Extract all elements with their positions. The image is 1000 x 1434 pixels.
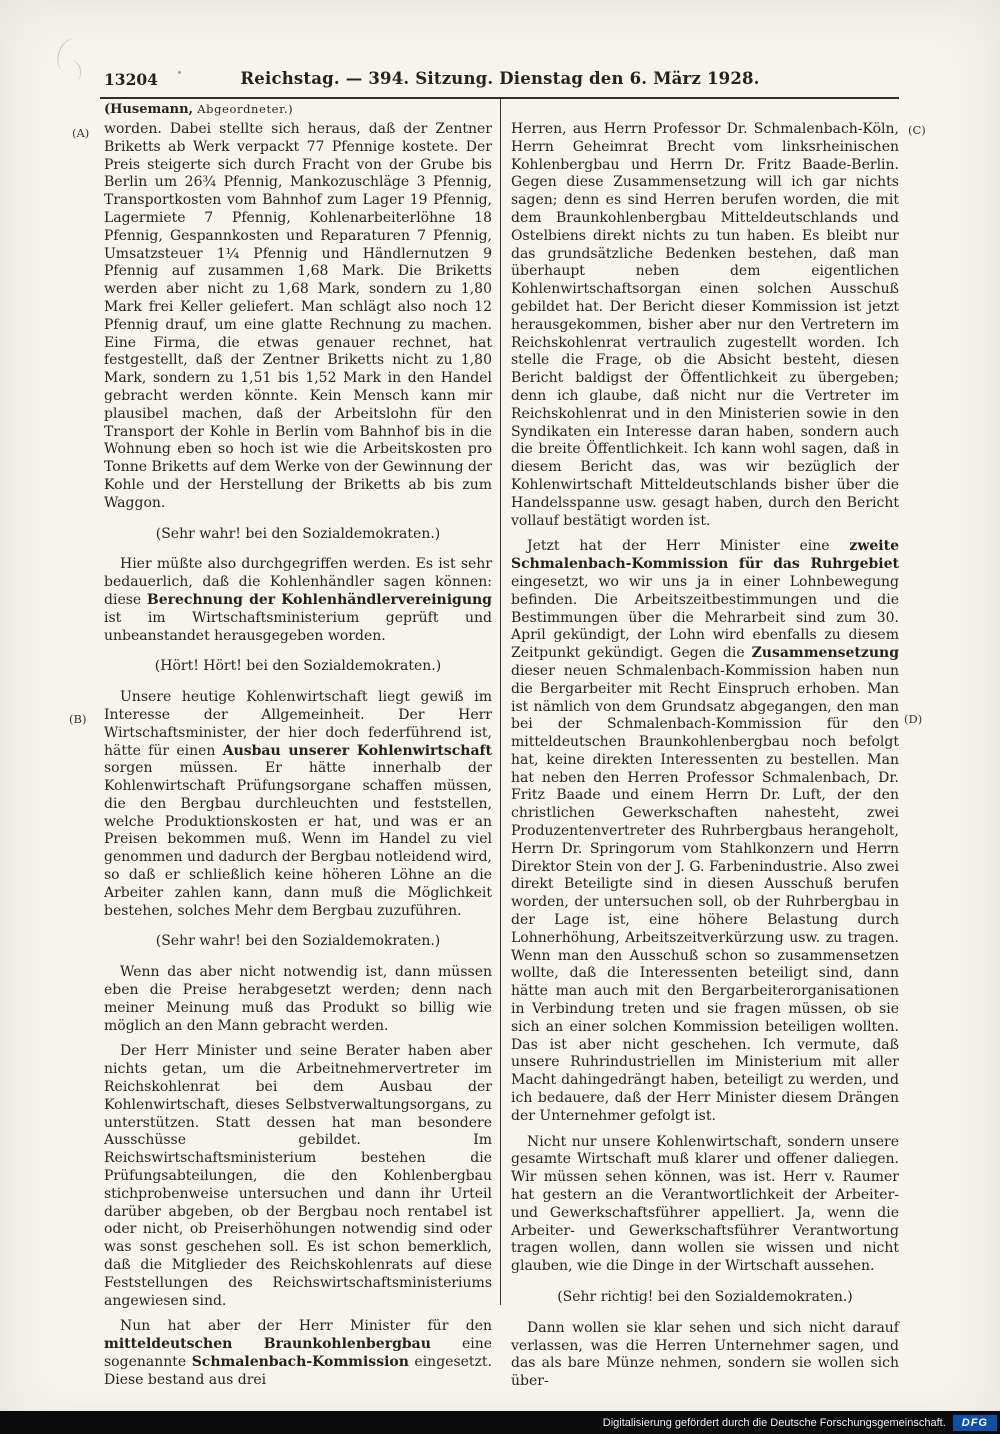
interjection xyxy=(104,526,492,544)
footer-bar xyxy=(0,1411,1000,1434)
body-paragraph xyxy=(511,538,899,1125)
text-run: Ausbau unserer Kohlenwirtschaft xyxy=(222,742,493,759)
margin-mark-d: (D) xyxy=(904,712,923,726)
text-run: sorgen müssen. Er hätte innerhalb der Kohlenwirtschaft Prüfungsorgane schaffen müssen, die den Bergbau durchleuchten und feststellen, welche Produktionskosten er hat, und was er an Preisen bekommen muß. Wenn im Handel zu viel genommen und dadurch der Bergbau notleidend wird, so daß er schließlich keine höheren Löhne an die Arbeiter zahlen kann, dann muß die Möglichkeit bestehen, solches Mehr dem Bergbau zuzuführen. xyxy=(104,760,492,919)
dfg-logo: DFG xyxy=(953,1415,997,1431)
body-paragraph xyxy=(511,1320,899,1391)
text-run: Herren, aus Herrn Professor Dr. Schmalenbach-Köln, Herrn Geheimrat Brecht vom linksrheinischen Kohlenbergbau und Herrn Dr. Fritz Baade-Berlin. Gegen diese Zusammensetzung will ich gar nichts sagen; denn es sind Herren berufen worden, die mit dem Braunkohlenbergbau Mitteldeutschlands und Ostelbiens direkt nichts zu tun haben. Es bleibt nur das grundsätzliche Bedenken bestehen, daß man überhaupt neben dem eigentlichen Kohlenwirtschaftsorgan einen solchen Ausschuß gebildet hat. Der Bericht dieser Kommission ist jetzt herausgekommen, bisher aber nur den Vertretern im Reichskohlenrat vertraulich zugestellt worden. Ich stelle die Frage, ob die Absicht besteht, diesen Bericht baldigst der Öffentlichkeit zu übergeben; denn ich glaube, daß nicht nur die Vertreter im Reichskohlenrat und in den Ministerien sowie in den Syndikaten ein Interesse daran haben, sondern auch die breite Öffentlichkeit. Ich kann wohl sagen, daß in diesem Bericht das, was wir bezüglich der Kohlenwirtschaft Mitteldeutschlands bisher über die Handelsspanne usw. gesagt haben, durch den Bericht vollauf bestätigt worden ist. xyxy=(511,121,899,529)
text-run: dieser neuen Schmalenbach-Kommission haben nun die Bergarbeiter mit Recht Einspruch erhoben. Man ist nämlich von dem Grundsatz abgegangen, den man bei der Schmalenbach-Kommission für den mitteldeutschen Braunkohlenbergbau noch befolgt hat, keine direkten Interessenten zu bestellen. Man hat neben den Herren Professor Schmalenbach, Dr. Fritz Baade und einem Herrn Dr. Luft, der den christlichen Gewerkschaften nahesteht, zwei Produzentenvertreter des Ruhrbergbaus herangeholt, Herrn Dr. Springorum vom Stahlkonzern und Herrn Direktor Stein von der J. G. Farbenindustrie. Also zwei direkt Beteiligte sind in diesen Ausschuß berufen worden, der untersuchen soll, ob der Ruhrbergbau in der Lage ist, eine höhere Belastung durch Lohnerhöhung, Arbeitszeitverkürzung usw. zu tragen. Wenn man den Ausschuß schon so zusammensetzen wollte, daß die Interessenten beteiligt sind, dann hätte man auch mit den Bergarbeiterorganisationen in Verbindung treten und sie fragen müssen, ob sie sich an einer solchen Kommission beteiligen wollten. Das ist aber nicht geschehen. Ich vermute, daß unsere Ruhrindustriellen im Ministerium mit aller Macht dahingedrängt haben, beteiligt zu werden, und ich bedauere, daß der Herr Minister diesem Drängen der Unternehmer gefolgt ist. xyxy=(511,662,899,1124)
text-run: Berechnung der Kohlenhändlervereinigung xyxy=(146,591,492,608)
body-paragraph xyxy=(511,121,899,530)
text-run: mitteldeutschen Braunkohlenbergbau xyxy=(104,1336,431,1353)
text-run: Nun hat aber der Herr Minister für den xyxy=(120,1318,492,1335)
body-paragraph xyxy=(104,964,492,1035)
text-run: Jetzt hat der Herr Minister eine xyxy=(527,538,850,555)
text-run: Der Herr Minister und seine Berater haben aber nichts getan, um die Arbeitnehmervertreter im Reichskohlenrat bei dem Ausbau der Kohlenwirtschaft, dieses Selbstverwaltungsorgans, zu unterstützen. Statt dessen hat man besondere Ausschüsse gebildet. Im Reichswirtschaftsministerium bestehen die Prüfungsabteilungen, die den Kohlenbergbau stichprobenweise untersuchen und dann ihr Urteil darüber abgeben, ob der Bergbau noch rentabel ist oder nicht, ob Preiserhöhungen notwendig sind oder was sonst geschehen soll. Es ist schon bemerklich, daß die Mitglieder des Reichskohlenrats auf diese Feststellungen des Reichswirtschaftsministeriums angewiesen sind. xyxy=(104,1043,492,1309)
text-run: Wenn das aber nicht notwendig ist, dann müssen eben die Preise herabgesetzt werden; denn nach meiner Meinung muß das Produkt so billig wie möglich an den Mann gebracht werden. xyxy=(104,964,492,1034)
column-divider xyxy=(500,99,501,1305)
body-paragraph xyxy=(104,121,492,513)
text-run: Nicht nur unsere Kohlenwirtschaft, sondern unsere gesamte Wirtschaft muß klarer und offener daliegen. Wir müssen sehen können, was ist. Herr v. Raumer hat gestern an die Verantwortlichkeit der Arbeiter- und Gewerkschaftsführer appelliert. Ja, wenn die Arbeiter- und Gewerkschaftsführer Verantwortung tragen wollen, dann wollen sie wissen und nicht glauben, wie die Dinge in der Wirtschaft aussehen. xyxy=(511,1133,899,1275)
speaker-role: Abgeordneter.) xyxy=(197,102,294,116)
text-run: worden. Dabei stellte sich heraus, daß der Zentner Briketts ab Werk verpackt 77 Pfennige kostete. Der Preis steigerte sich durch Fracht von der Grube bis Berlin um 26¾ Pfennig, Mankozuschläge 3 Pfennig, Transportkosten vom Bahnhof zum Lager 19 Pfennig, Lagermiete 7 Pfennig, Kohlenarbeiterlöhne 18 Pfennig, Gespannkosten und Reparaturen 7 Pfennig, Umsatzsteuer 1¼ Pfennig und Händlernutzen 9 Pfennig auf zusammen 1,68 Mark. Die Briketts werden aber nicht zu 1,68 Mark, sondern zu 1,80 Mark frei Keller geliefert. Man schlägt also noch 12 Pfennig drauf, um eine glatte Rechnung zu machen. Eine Firma, die etwas genauer rechnet, hat festgestellt, daß der Zentner Briketts nicht zu 1,80 Mark, sondern zu 1,51 bis 1,52 Mark in den Handel gebracht werden könnte. Kein Mensch kann mir plausibel machen, daß der Arbeitslohn für den Transport der Kohle in Berlin vom Bahnhof bis in die Wohnung eben so hoch ist wie die Arbeitskosten pro Tonne Briketts auf dem Werke von der Gewinnung der Kohle und der Herstellung der Briketts ab bis zum Waggon. xyxy=(104,121,492,511)
margin-mark-a: (A) xyxy=(72,126,90,140)
text-run: (Sehr richtig! bei den Sozialdemokraten.) xyxy=(557,1289,853,1305)
text-run: (Sehr wahr! bei den Sozialdemokraten.) xyxy=(155,933,441,950)
body-paragraph xyxy=(104,556,492,645)
text-run: Unsere heutige Kohlenwirtschaft liegt gewiß im Interesse der Allgemeinheit. Der Herr Wirtschaftsminister, der hier doch federführend ist, hätte für einen xyxy=(104,689,492,759)
interjection xyxy=(511,1289,899,1307)
margin-mark-b: (B) xyxy=(69,712,87,726)
text-run: Schmalenbach-Kommission xyxy=(191,1354,409,1370)
margin-mark-c: (C) xyxy=(908,123,926,137)
text-run: Zusammensetzung xyxy=(751,645,899,662)
text-run: Dann wollen sie klar sehen und sich nicht darauf verlassen, was die Herren Unternehmer sagen, und das als bare Münze nehmen, sondern sie wollen sich über- xyxy=(511,1319,899,1390)
interjection xyxy=(104,933,492,951)
body-paragraph xyxy=(511,1134,899,1276)
digitization-credit: Digitalisierung gefördert durch die Deutsche Forschungsgemeinschaft. xyxy=(602,1416,946,1429)
text-run: (Hört! Hört! bei den Sozialdemokraten.) xyxy=(154,658,442,675)
body-paragraph xyxy=(104,689,492,920)
speaker-note xyxy=(104,102,293,117)
text-run: eingesetzt, wo wir uns ja in einer Lohnbewegung befinden. Die Arbeitszeitbestimmungen und die Bestimmungen über die Mehrarbeit sind zum 30. April gekündigt, der Lohn wird ebenfalls zu diesem Zeitpunkt gekündigt. Gegen die xyxy=(511,573,899,662)
right-column xyxy=(511,121,899,1391)
text-run: (Sehr wahr! bei den Sozialdemokraten.) xyxy=(155,525,441,542)
interjection xyxy=(104,658,492,676)
page-number: 13204 xyxy=(104,70,158,89)
page-title: Reichstag. — 394. Sitzung. Dienstag den 6. März 1928. xyxy=(240,69,760,88)
body-paragraph xyxy=(104,1318,492,1389)
text-run: eingesetzt. Diese bestand aus drei xyxy=(104,1354,492,1388)
text-run: Hier müßte also durchgegriffen werden. Es ist sehr bedauerlich, daß die Kohlenhändler sagen können: diese xyxy=(104,556,492,608)
text-run: ist im Wirtschaftsministerium geprüft und unbeanstandet herausgegeben worden. xyxy=(104,609,492,644)
text-run: eine sogenannte xyxy=(104,1336,493,1370)
body-paragraph xyxy=(104,1043,492,1310)
text-run: zweite Schmalenbach-Kommission für das Ruhrgebiet xyxy=(511,538,899,573)
speaker-name: (Husemann, xyxy=(104,102,194,117)
left-column xyxy=(104,121,492,1390)
